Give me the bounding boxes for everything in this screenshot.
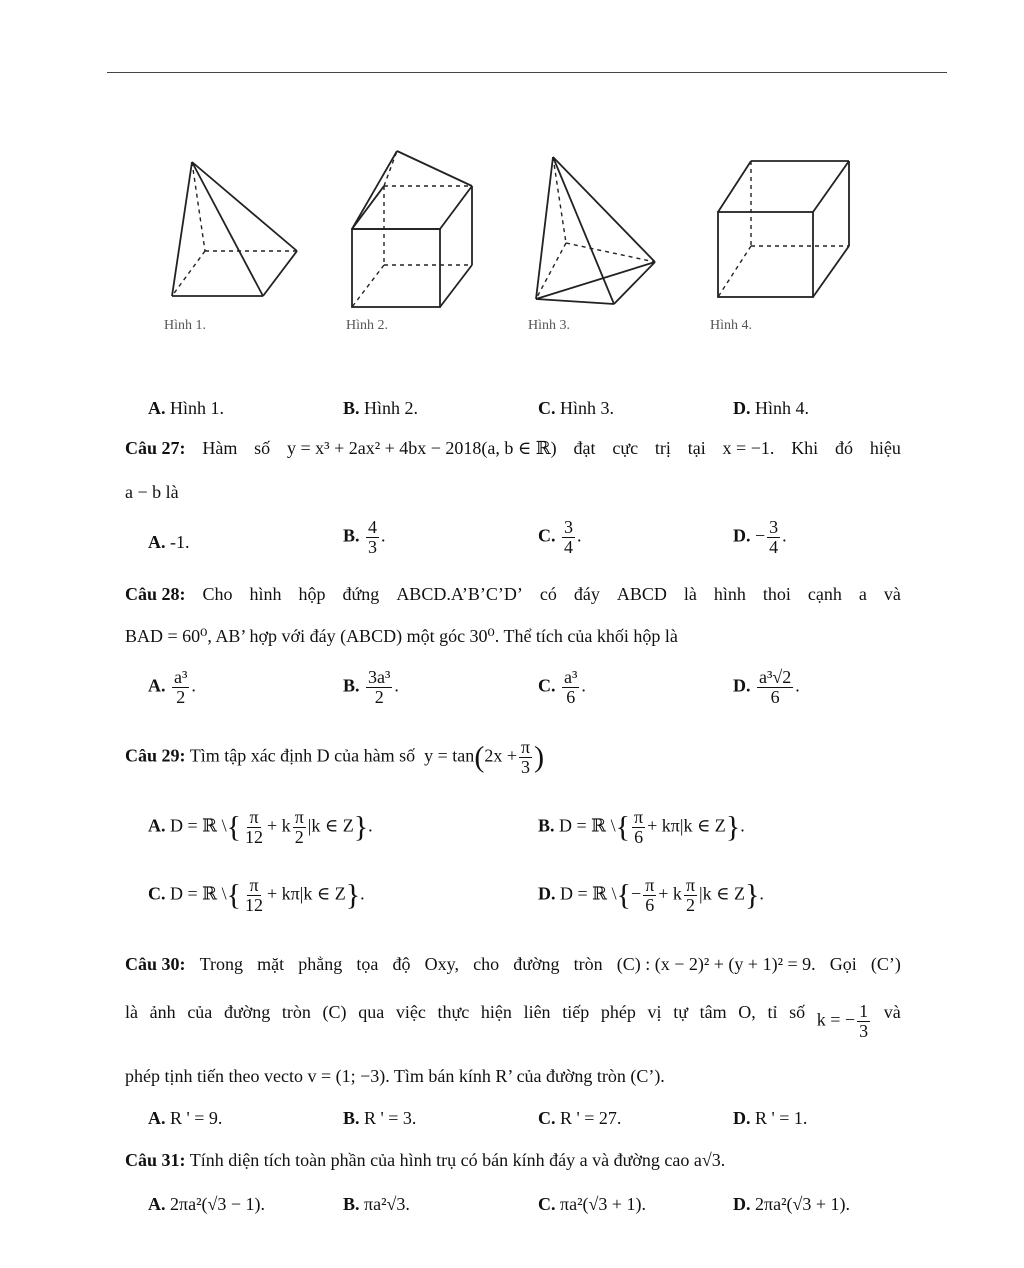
q28-option-d[interactable]: D. $\frac{\text{a³√2}}{6}$ . (733, 667, 800, 707)
q28-stem: Câu 28: Cho hình hộp đứng ABCD.A’B’C’D’ có đáy ABCD là hình thoi cạnh a và (125, 584, 901, 604)
figure-1-pyramid (172, 162, 297, 296)
q29-option-d[interactable]: D. D = ℝ \{− $\frac{\pi}{6}$ + k $\frac{\pi}{2}$ |k ∈ Z}. (538, 875, 764, 915)
figure-2-caption: Hình 2. (346, 318, 388, 333)
q29-stem: Câu 29: Tìm tập xác định D của hàm số y = tan(2x + $\frac{\pi}{3}$ ) (125, 737, 545, 777)
q27-option-a[interactable]: A. -1. (148, 532, 190, 552)
figure-4-cube (718, 161, 849, 297)
q28-option-a[interactable]: A. $\frac{\text{a³}}{2}$ . (148, 667, 196, 707)
q27-option-d[interactable]: D. − $\frac{3}{4}$ . (733, 517, 787, 557)
q30-stem-line2: là ảnh của đường tròn (C) qua việc thực hiện liên tiếp phép vị tự tâm O, tỉ số k = − $\frac{1}{3}$ và (125, 1001, 901, 1041)
q31-option-d[interactable]: D. 2πa²(√3 + 1). (733, 1194, 850, 1214)
q29-option-c[interactable]: C. D = ℝ \{ $\frac{\pi}{12}$ + kπ|k ∈ Z}. (148, 875, 365, 915)
figure-4-caption: Hình 4. (710, 318, 752, 333)
q30-stem: Câu 30: Trong mặt phẳng tọa độ Oxy, cho đường tròn (C) : (x − 2)² + (y + 1)² = 9. Gọi (C’) (125, 954, 901, 974)
q31-stem: Câu 31: Tính diện tích toàn phần của hình trụ có bán kính đáy a và đường cao a√3. (125, 1150, 726, 1170)
q31-option-b[interactable]: B. πa²√3. (343, 1194, 410, 1214)
geometry-figures (0, 0, 1024, 360)
q27-option-b[interactable]: B. $\frac{4}{3}$ . (343, 517, 386, 557)
q29-option-a[interactable]: A. D = ℝ \{ $\frac{\pi}{12}$ + k $\frac{\pi}{2}$ |k ∈ Z}. (148, 807, 373, 847)
figure-2-cube-prism (352, 151, 472, 307)
q27-option-c[interactable]: C. $\frac{3}{4}$ . (538, 517, 582, 557)
q30-option-a[interactable]: A. R ' = 9. (148, 1108, 223, 1128)
q30-option-d[interactable]: D. R ' = 1. (733, 1108, 808, 1128)
q26-option-d[interactable]: D. Hình 4. (733, 398, 809, 418)
q26-option-b[interactable]: B. Hình 2. (343, 398, 419, 418)
q28-stem-line2: BAD = 60⁰, AB’ hợp với đáy (ABCD) một góc 30⁰. Thể tích của khối hộp là (125, 626, 678, 646)
q30-stem-line3: phép tịnh tiến theo vecto v = (1; −3). Tìm bán kính R’ của đường tròn (C’). (125, 1066, 665, 1086)
q26-option-c[interactable]: C. Hình 3. (538, 398, 614, 418)
q26-option-a[interactable]: A. Hình 1. (148, 398, 224, 418)
figure-1-caption: Hình 1. (164, 318, 206, 333)
q30-option-b[interactable]: B. R ' = 3. (343, 1108, 417, 1128)
q29-option-b[interactable]: B. D = ℝ \{ $\frac{\pi}{6}$ + kπ|k ∈ Z}. (538, 807, 745, 847)
q31-option-c[interactable]: C. πa²(√3 + 1). (538, 1194, 646, 1214)
figure-3-tetrahedron (536, 157, 655, 304)
figure-3-caption: Hình 3. (528, 318, 570, 333)
q27-stem: Câu 27: Hàm số y = x³ + 2ax² + 4bx − 2018(a, b ∈ ℝ) đạt cực trị tại x = −1. Khi đó hiệu (125, 438, 901, 458)
q27-stem-line2: a − b là (125, 482, 179, 502)
q30-option-c[interactable]: C. R ' = 27. (538, 1108, 622, 1128)
q31-option-a[interactable]: A. 2πa²(√3 − 1). (148, 1194, 265, 1214)
q28-option-b[interactable]: B. $\frac{\text{3a³}}{2}$ . (343, 667, 399, 707)
q28-option-c[interactable]: C. $\frac{\text{a³}}{6}$ . (538, 667, 586, 707)
